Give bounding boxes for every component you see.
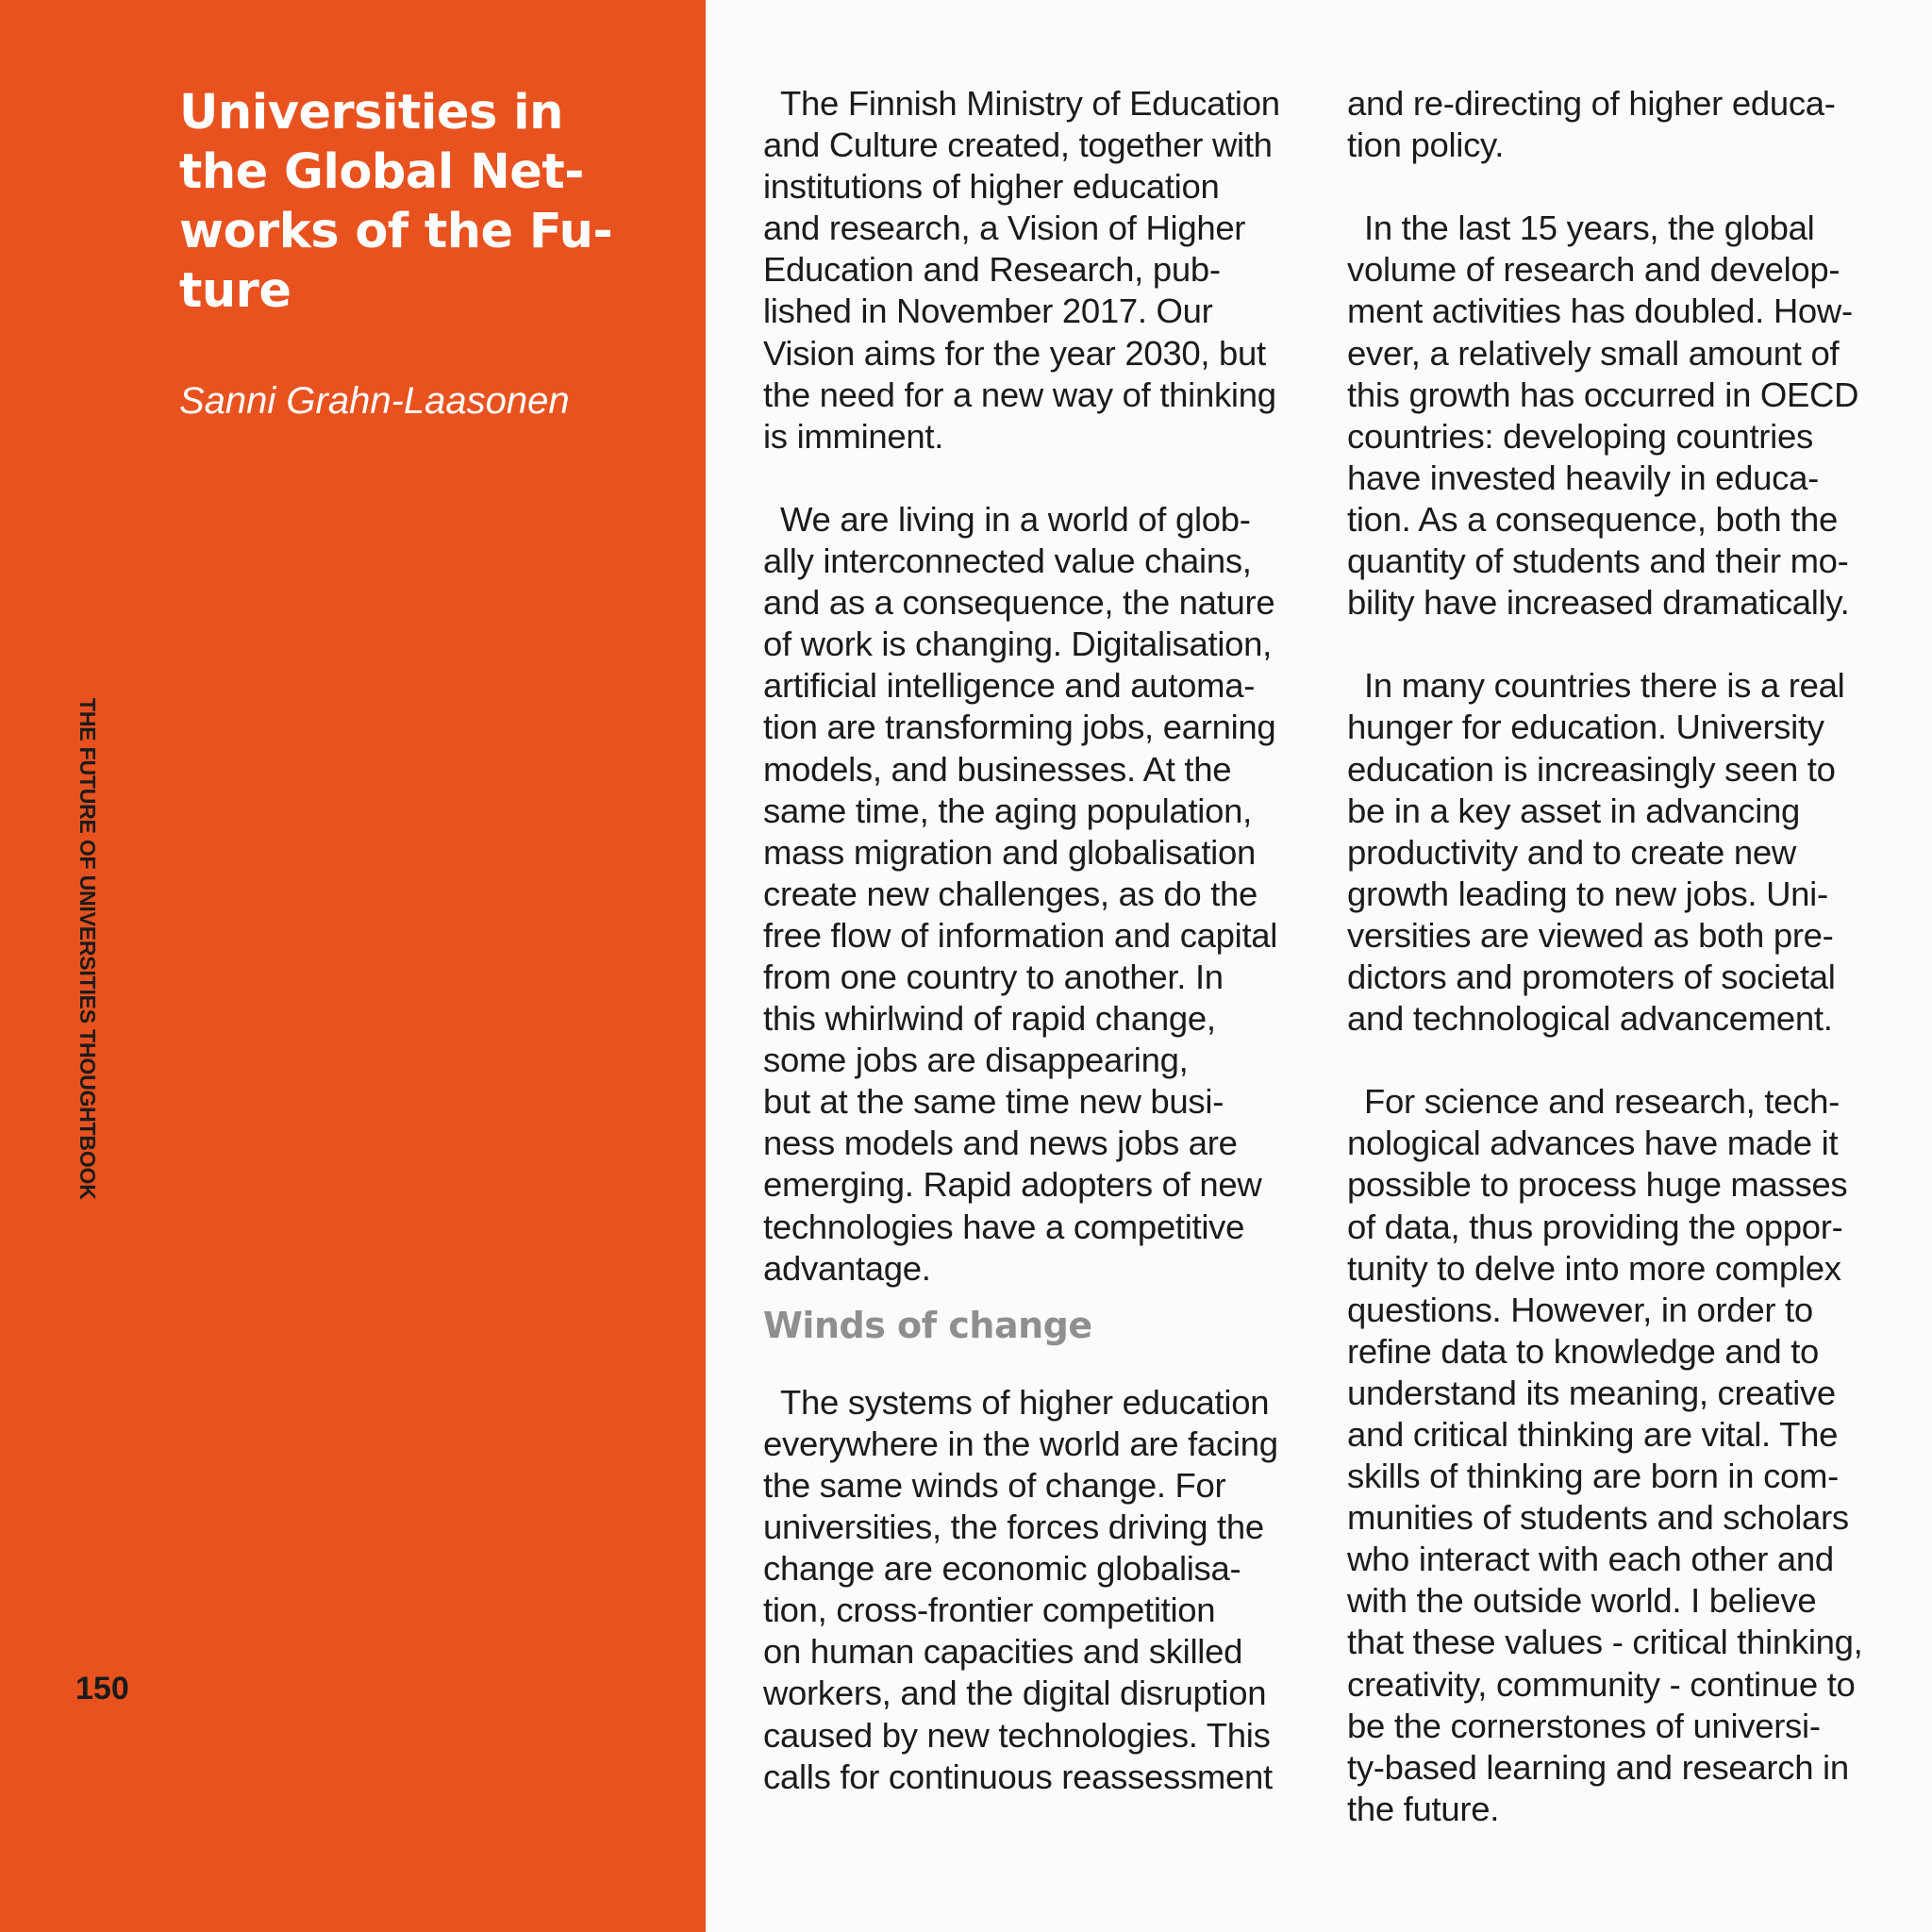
- paragraph: [763, 1382, 1291, 1798]
- page-number: 150: [75, 1671, 129, 1707]
- text-line: ty-based learning and research in: [1347, 1747, 1849, 1787]
- text-line: volume of research and develop-: [1347, 250, 1840, 290]
- paragraph: [1347, 665, 1894, 1040]
- paragraph-gap: [1347, 166, 1894, 208]
- text-line: education is increasingly seen to: [1347, 749, 1836, 789]
- title-line: the Global Net-: [179, 144, 584, 200]
- text-line: be the cornerstones of universi-: [1347, 1706, 1821, 1745]
- text-line: Vision aims for the year 2030, but: [763, 333, 1266, 373]
- text-line: workers, and the digital disruption: [763, 1674, 1267, 1713]
- text-line: understand its meaning, creative: [1347, 1373, 1836, 1412]
- text-line: institutions of higher education: [763, 167, 1220, 207]
- text-line: possible to process huge masses: [1347, 1165, 1848, 1205]
- text-line: tion. As a consequence, both the: [1347, 499, 1839, 539]
- text-line: refine data to knowledge and to: [1347, 1331, 1820, 1371]
- article-title: [179, 83, 651, 321]
- paragraph-gap: [763, 458, 1291, 499]
- text-line: munities of students and scholars: [1347, 1498, 1849, 1538]
- text-line: ment activities has doubled. How-: [1347, 291, 1853, 331]
- text-line: have invested heavily in educa-: [1347, 458, 1819, 497]
- text-line: versities are viewed as both pre-: [1347, 915, 1834, 955]
- text-line: artificial intelligence and automa-: [763, 666, 1256, 706]
- text-line: caused by new technologies. This: [763, 1715, 1271, 1755]
- text-line: emerging. Rapid adopters of new: [763, 1165, 1262, 1205]
- text-line: and research, a Vision of Higher: [763, 208, 1246, 248]
- text-line: free flow of information and capital: [763, 915, 1278, 955]
- text-line: The systems of higher education: [780, 1382, 1270, 1422]
- section-heading: Winds of change: [763, 1304, 1092, 1346]
- text-line: advantage.: [763, 1248, 931, 1288]
- text-line: some jobs are disappearing,: [763, 1041, 1189, 1080]
- running-head: THE FUTURE OF UNIVERSITIES THOUGHTBOOK: [75, 698, 100, 1200]
- text-line: and critical thinking are vital. The: [1347, 1415, 1839, 1454]
- text-line: lished in November 2017. Our: [763, 291, 1213, 331]
- paragraph: [1347, 1081, 1894, 1830]
- paragraph: [1347, 83, 1894, 166]
- text-line: and technological advancement.: [1347, 999, 1833, 1039]
- text-line: countries: developing countries: [1347, 416, 1813, 456]
- text-line: universities, the forces driving the: [763, 1507, 1264, 1547]
- text-line: be in a key asset in advancing: [1347, 791, 1801, 830]
- text-line: In the last 15 years, the global: [1364, 208, 1815, 248]
- text-line: and re-directing of higher educa-: [1347, 84, 1836, 123]
- text-line: We are living in a world of glob-: [780, 499, 1251, 539]
- author-name: Sanni Grahn-Laasonen: [179, 380, 570, 422]
- text-line: this growth has occurred in OECD: [1347, 375, 1859, 414]
- text-line: of work is changing. Digitalisation,: [763, 625, 1272, 664]
- paragraph: [763, 83, 1291, 458]
- text-line: that these values - critical thinking,: [1347, 1623, 1863, 1662]
- paragraph-gap: [1347, 1040, 1894, 1081]
- text-line: everywhere in the world are facing: [763, 1424, 1278, 1463]
- text-line: technologies have a competitive: [763, 1207, 1245, 1246]
- text-line: is imminent.: [763, 416, 944, 456]
- text-line: dictors and promoters of societal: [1347, 957, 1836, 996]
- text-line: create new challenges, as do the: [763, 874, 1258, 913]
- text-column-1: [763, 83, 1291, 1798]
- title-line: works of the Fu-: [179, 204, 613, 259]
- text-line: tunity to delve into more complex: [1347, 1248, 1841, 1288]
- text-line: calls for continuous reassessment: [763, 1757, 1273, 1796]
- text-line: who interact with each other and: [1347, 1540, 1834, 1579]
- text-line: For science and research, tech-: [1364, 1082, 1840, 1122]
- text-line: The Finnish Ministry of Education: [780, 84, 1280, 123]
- text-line: bility have increased dramatically.: [1347, 583, 1850, 623]
- text-column-2: [1347, 83, 1894, 1830]
- paragraph: [1347, 208, 1894, 624]
- text-line: growth leading to new jobs. Uni-: [1347, 874, 1828, 913]
- text-line: ally interconnected value chains,: [763, 541, 1252, 581]
- text-line: same time, the aging population,: [763, 791, 1252, 830]
- text-line: change are economic globalisa-: [763, 1549, 1241, 1589]
- title-line: ture: [179, 263, 291, 319]
- text-line: ever, a relatively small amount of: [1347, 333, 1840, 373]
- text-line: quantity of students and their mo-: [1347, 541, 1849, 581]
- title-line: Universities in: [179, 85, 563, 141]
- text-line: of data, thus providing the oppor-: [1347, 1207, 1843, 1246]
- text-line: creativity, community - continue to: [1347, 1664, 1856, 1704]
- text-line: the need for a new way of thinking: [763, 375, 1276, 414]
- text-line: productivity and to create new: [1347, 832, 1796, 872]
- text-line: tion policy.: [1347, 125, 1505, 165]
- text-line: Education and Research, pub-: [763, 250, 1221, 290]
- text-line: and Culture created, together with: [763, 125, 1273, 165]
- text-line: hunger for education. University: [1347, 708, 1824, 747]
- text-line: the same winds of change. For: [763, 1466, 1226, 1505]
- text-line: tion are transforming jobs, earning: [763, 708, 1276, 747]
- text-line: mass migration and globalisation: [763, 832, 1256, 872]
- paragraph-gap: [1347, 624, 1894, 665]
- text-line: this whirlwind of rapid change,: [763, 999, 1216, 1039]
- text-line: nological advances have made it: [1347, 1124, 1839, 1163]
- text-line: on human capacities and skilled: [763, 1632, 1243, 1672]
- text-line: but at the same time new busi-: [763, 1082, 1224, 1122]
- text-line: the future.: [1347, 1789, 1500, 1828]
- paragraph: [763, 499, 1291, 1290]
- text-line: questions. However, in order to: [1347, 1290, 1813, 1329]
- text-line: and as a consequence, the nature: [763, 583, 1275, 623]
- text-line: models, and businesses. At the: [763, 749, 1232, 789]
- text-line: In many countries there is a real: [1364, 666, 1845, 706]
- sidebar-panel: [0, 0, 706, 1932]
- text-line: skills of thinking are born in com-: [1347, 1457, 1839, 1496]
- text-line: with the outside world. I believe: [1347, 1581, 1817, 1621]
- text-line: from one country to another. In: [763, 957, 1224, 996]
- text-line: tion, cross-frontier competition: [763, 1591, 1216, 1630]
- text-line: ness models and news jobs are: [763, 1124, 1238, 1163]
